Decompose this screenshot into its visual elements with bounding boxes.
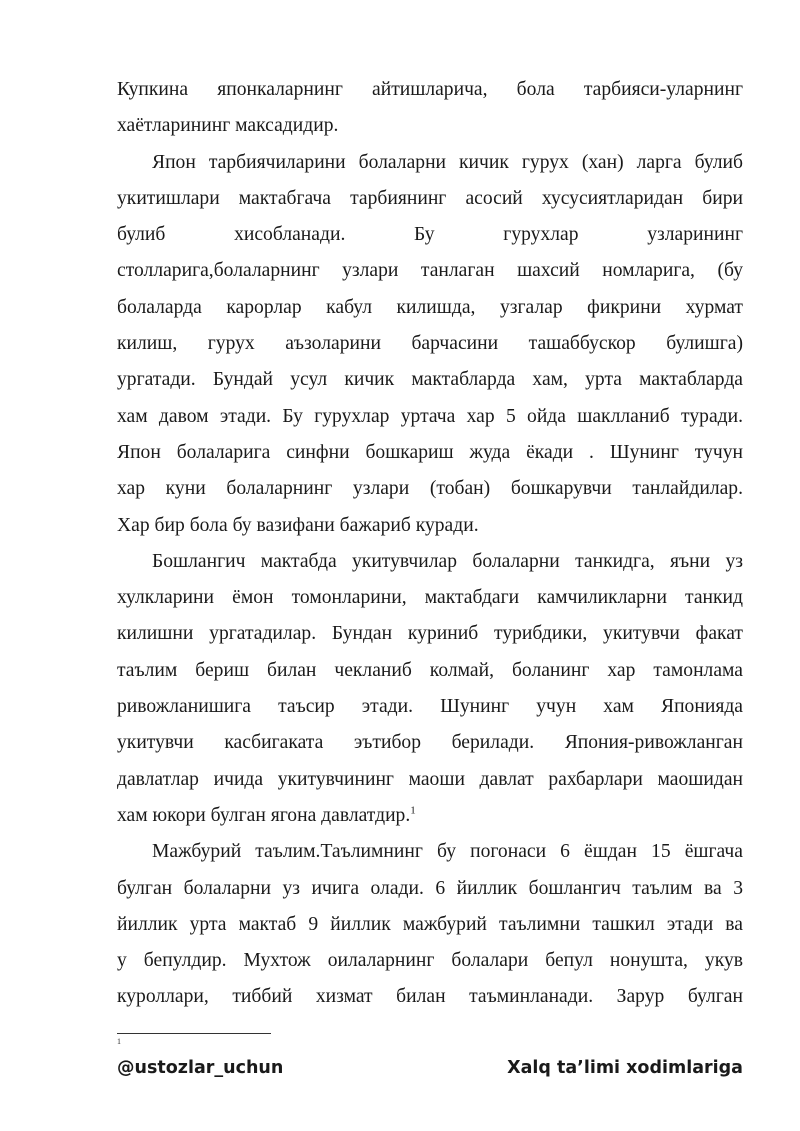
text-line: ривожланишига таъсир этади. Шунинг учун хам Японияда: [117, 696, 743, 718]
text-line: у бепулдир. Мухтож оилаларнинг болалари бепул нонушта, укув: [117, 950, 743, 972]
footnote-mark: 1: [117, 1037, 121, 1046]
footer-handle: @ustozlar_uchun: [117, 1058, 284, 1078]
page-footer: [117, 1058, 743, 1084]
text-line: булиб хисобланади. Бу гурухлар узларининг: [117, 224, 743, 246]
text-line: укитувчи касбигаката эътибор берилади. Япония-ривожланган: [117, 732, 743, 754]
text-line: килиш, гурух аъзоларини барчасини ташаббускор булишга): [117, 333, 743, 355]
text-line: Япон тарбиячиларини болаларни кичик гурух (хан) ларга булиб: [152, 151, 743, 173]
text-line: хам давом этади. Бу гурухлар уртача хар 5 ойда шаклланиб туради.: [117, 405, 743, 427]
text-line-content: хам юкори булган ягона давлатдир.: [117, 804, 411, 826]
text-line: булган болаларни уз ичига олади. 6 йиллик бошлангич таълим ва 3: [117, 877, 743, 899]
text-line: Япон болаларига синфни бошкариш жуда ёкади . Шунинг тучун: [117, 441, 743, 463]
text-line: хаётларининг максадидир.: [117, 115, 339, 137]
text-line: Купкина японкаларнинг айтишларича, бола тарбияси-уларнинг: [117, 79, 743, 100]
text-line: хар куни болаларнинг узлари (тобан) бошкарувчи танлайдилар.: [117, 478, 743, 500]
body-text: [117, 72, 743, 1016]
text-line-with-footnote: [117, 798, 743, 834]
footnote-separator: [117, 1033, 271, 1034]
text-line: столларига,болаларнинг узлари танлаган шахсий номларига, (бу: [117, 260, 743, 282]
footnote-reference[interactable]: 1: [410, 804, 416, 817]
text-line: хулкларини ёмон томонларини, мактабдаги камчиликларни танкид: [117, 587, 743, 609]
footer-title: Xalq ta’limi xodimlariga: [507, 1058, 743, 1078]
text-line: килишни ургатадилар. Бундан куриниб турибдики, укитувчи факат: [117, 623, 743, 645]
text-line: ургатади. Бундай усул кичик мактабларда хам, урта мактабларда: [117, 369, 743, 391]
text-line: таълим бериш билан чекланиб колмай, боланинг хар тамонлама: [117, 659, 743, 681]
text-line: болаларда карорлар кабул килишда, узгалар фикрини хурмат: [117, 296, 743, 318]
text-line: Мажбурий таълим.Таълимнинг бу погонаси 6 ёшдан 15 ёшгача: [152, 841, 743, 863]
text-line: укитишлари мактабгача тарбиянинг асосий хусусиятларидан бири: [117, 187, 743, 209]
text-line: давлатлар ичида укитувчининг маоши давлат рахбарлари маошидан: [117, 768, 743, 790]
text-line: куроллари, тиббий хизмат билан таъминланади. Зарур булган: [117, 986, 743, 1008]
text-line: Бошлангич мактабда укитувчилар болаларни танкидга, яъни уз: [152, 550, 743, 572]
text-line: йиллик урта мактаб 9 йиллик мажбурий таълимни ташкил этади ва: [117, 913, 743, 935]
text-line: Хар бир бола бу вазифани бажариб куради.: [117, 514, 479, 536]
